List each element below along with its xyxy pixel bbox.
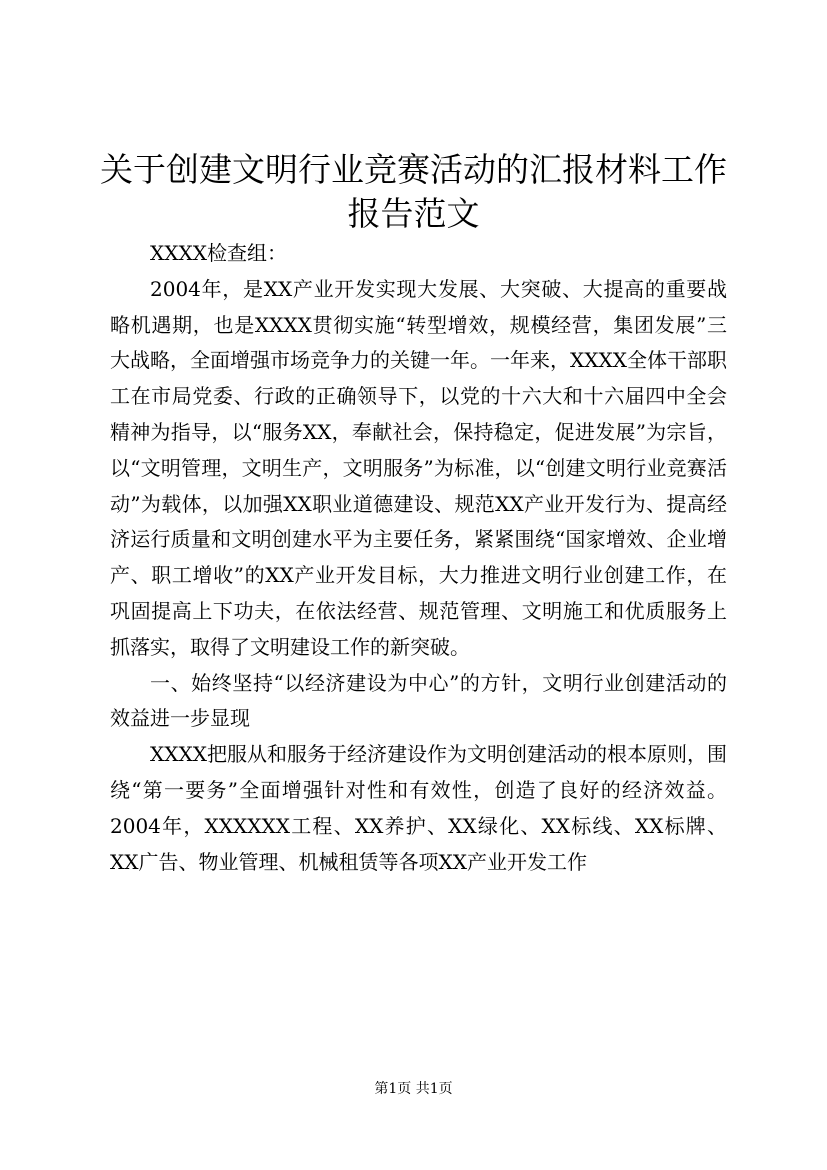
section-heading-1: 一、始终坚持“以经济建设为中心”的方针，文明行业创建活动的效益进一步显现 [110,670,727,731]
page-footer: 第1页 共1页 [374,1081,453,1097]
paragraph-intro: 2004年，是XX产业开发实现大发展、大突破、大提高的重要战略机遇期，也是XXXX贯彻实施“转型增效，规模经营，集团发展”三大战略，全面增强市场竞争力的关键一年。一年来，XXXX全体干部职工在市局党委、行政的正确领导下，以党的十六大和十六届四中全会精神为指导，以“服务XX，奉献社会，保持稳定，促进发展”为宗旨，以“文明管理，文明生产，文明服务”为标准，以“创建文明行业竞赛活动”为载体，以加强XX职业道德建设、规范XX产业开发行为、提高经济运行质量和文明创建水平为主要任务，紧紧围绕“国家增效、企业增产、职工增收”的XX产业开发目标，大力推进文明行业创建工作，在巩固提高上下功夫，在依法经营、规范管理、文明施工和优质服务上抓落实，取得了文明建设工作的新突破。 [110,276,727,659]
document-body [110,236,727,880]
document-title: 关于创建文明行业竞赛活动的汇报材料工作报告范文 [100,150,727,233]
paragraph-section-1: XXXX把服从和服务于经济建设作为文明创建活动的根本原则，围绕“第一要务”全面增强针对性和有效性，创造了良好的经济效益。2004年，XXXXXX工程、XX养护、XX绿化、XX标线、XX标牌、XX广告、物业管理、机械租赁等各项XX产业开发工作 [110,742,727,874]
salutation: XXXX检查组： [150,241,287,265]
